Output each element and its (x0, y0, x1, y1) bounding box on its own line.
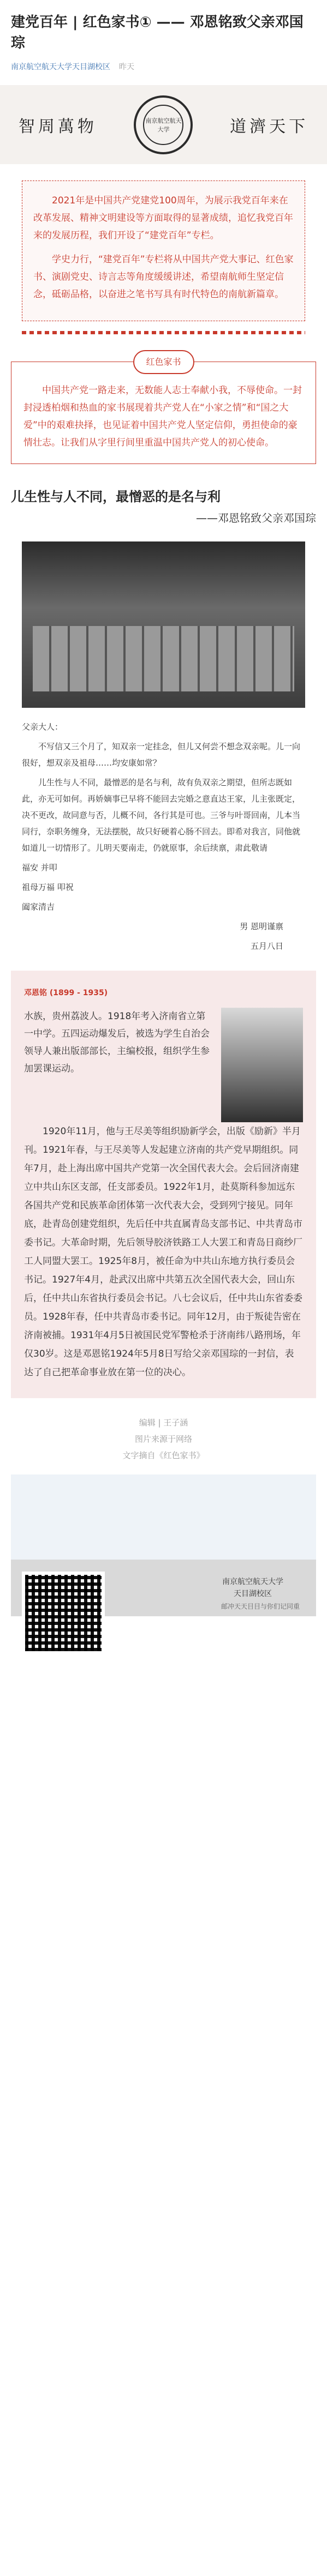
footer-banner (11, 1474, 316, 1616)
bio-name: 邓恩铭 (1899 - 1935) (24, 989, 108, 997)
qr-code-icon[interactable] (22, 1572, 105, 1654)
author-link[interactable]: 南京航空航天大学天目湖校区 (11, 63, 110, 71)
bio-section (11, 971, 316, 1398)
school-banner (0, 85, 327, 164)
portrait-photo (221, 1008, 303, 1122)
letter-closing-2: 祖母万福 叩祝 (22, 882, 74, 892)
seal-text: 南京航空航天大学 (143, 105, 183, 145)
photo-shelf (33, 626, 294, 691)
letter-paragraph-2: 儿生性与人不同，最憎恶的是名与利，故有负双亲之期望，但所志既如此，亦无可如何。再娇嫡事已早将不能回去完婚之意直达王家，儿主张既定，决不更改，故同意与否，儿概不问，各行其是可也。三爷与叶哥回南，儿本当同行，奈职务缠身，无法摆脱，故只好硬着心肠不回去。即希对我言，同他就如道儿一切情形了。儿明天要南走，仍就原事，余后续禀，肃此敬请 (22, 778, 301, 853)
section-subtitle: ——邓恩铭致父亲邓国琮 (196, 511, 316, 525)
letter-date: 五月八日 (250, 941, 283, 951)
publish-time: 昨天 (119, 63, 134, 71)
letter-sign: 男 恩明谨禀 (240, 922, 283, 931)
article-header (0, 0, 327, 77)
article-title: 建党百年 | 红色家书① —— 邓恩铭致父亲邓国琮 (11, 14, 304, 51)
intro-box (22, 180, 305, 321)
intro-paragraph-2: 学史力行，“建党百年”专栏将从中国共产党大事记、红色家书、演剧党史、诗言志等角度缓缓讲述，希望南航师生坚定信念，砥砺品格，以奋进之笔书写具有时代特色的南航新篇章。 (33, 254, 294, 300)
red-letter-text: 中国共产党一路走来，无数能人志士奉献小我，不辱使命。一封封浸透柏烟和热血的家书展现着共产党人在“小家之情”和“国之大爱”中的艰难抉择，也见证着中国共产党人坚定信仰，勇担使命的豪情壮志。让我们从字里行间里重温中国共产党人的初心使命。 (23, 385, 302, 448)
decorative-stripe (22, 331, 305, 334)
bio-lead: 水族，贵州荔波人。1918年考入济南省立第一中学。五四运动爆发后，被选为学生自治会领导人兼出版部部长，主编校报，组织学生参加罢课运动。 (24, 1011, 210, 1074)
footer-credits (0, 1415, 327, 1464)
article-meta (11, 61, 316, 72)
intro-paragraph-1: 2021年是中国共产党建党100周年，为展示我党百年来在改革发展、精神文明建设等方面取得的显著成绩，追忆我党百年来的发展历程，我们开设了“建党百年”专栏。 (33, 195, 293, 241)
section-title: 儿生性与人不同，最憎恶的是名与利 (11, 489, 221, 504)
bio-lead-wrap (24, 1008, 303, 1122)
red-letter-box (11, 357, 316, 464)
footer-school-text (222, 1576, 283, 1600)
calligraphy-right: 道濟天下 (230, 117, 309, 136)
school-seal-icon (134, 95, 193, 154)
footer-note: 邮冲天天目目与你们记同重 (221, 1603, 300, 1610)
letter-paragraph-1: 不写信又三个月了，知双亲一定挂念，但儿又何尝不想念双亲呢。儿一向很好，想双亲及祖母……均安康如常？ (22, 742, 301, 768)
bio-body: 1920年11月，他与王尽美等组织励新学会，出版《励新》半月刊。1921年春，与王尽美等人发起建立济南的共产党早期组织。同年7月，赴上海出席中国共产党第一次全国代表大会。会后回济南建立中共山东区支部，任支部委员。1922年1月，赴莫斯科参加远东各国共产党和民族革命团体第一次代表大会，受到列宁接见。同年底，赴青岛创建党组织，先后任中共直属青岛支部书记、中共青岛市委书记。大革命时期，先后领导胶济铁路工人大罢工和青岛日商纱厂工人同盟大罢工。1925年8月，被任命为中共山东地方执行委员会书记。1927年4月，赴武汉出席中共第五次全国代表大会，回山东后，任中共山东省执行委员会书记。八七会议后，任中共山东省委委员。1928年春，任中共青岛市委书记。同年12月，由于叛徒告密在济南被捕。1931年4月5日被国民党军警枪杀于济南纬八路刑场，年仅30岁。这是邓恩铭1924年5月8日写给父亲邓国琮的一封信，表达了自己把革命事业放在第一位的决心。 (24, 1126, 302, 1378)
footer-text-source: 文字摘自《红色家书》 (122, 1450, 205, 1460)
letter-salutation: 父亲大人： (22, 722, 63, 732)
footer-school: 南京航空航天大学 (222, 1578, 283, 1586)
letter-closing-3: 阖家清吉 (22, 902, 55, 912)
letter-closing-1: 福安 并叩 (22, 863, 57, 872)
letter-body (22, 719, 305, 954)
footer-campus: 天目湖校区 (234, 1590, 272, 1598)
red-letter-label: 红色家书 (133, 350, 194, 374)
footer-editor: 编辑 | 王子涵 (139, 1418, 188, 1428)
footer-image-source: 图片来源于网络 (134, 1434, 192, 1444)
calligraphy-left: 智周萬物 (18, 117, 97, 136)
archive-photo (22, 541, 305, 708)
